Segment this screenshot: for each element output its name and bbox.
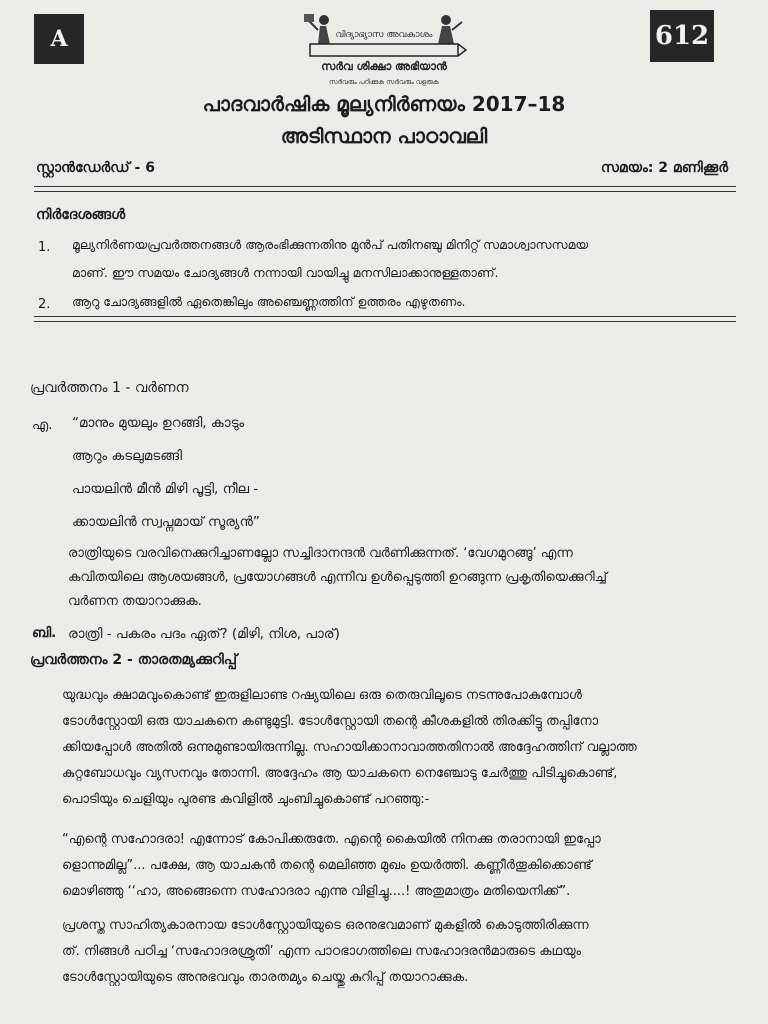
activity1-heading: പ്രവർത്തനം 1 - വർണന bbox=[30, 380, 189, 396]
instruction-number: 2. bbox=[38, 297, 51, 312]
body-line: ടോൾസ്റ്റോയി ഒരു യാചകനെ കണ്ടുമുട്ടി. ടോൾസ്റ്റോയി തന്റെ കീശകളിൽ തിരക്കിട്ടു തപ്പിനോ bbox=[62, 714, 599, 729]
standard-label: സ്റ്റാൻഡേർഡ് - 6 bbox=[36, 160, 155, 176]
instruction-item bbox=[72, 231, 742, 287]
logo-line1: വിദ്യാഭ്യാസ അവകാശം bbox=[335, 30, 433, 40]
instruction-number: 1. bbox=[38, 240, 51, 255]
poem-line: ക്കായലിൻ സ്വപ്നമായ് സൂര്യൻ” bbox=[72, 514, 260, 530]
subject-title: അടിസ്ഥാന പാഠാവലി bbox=[280, 124, 488, 148]
body-line: യുദ്ധവും ക്ഷാമവുംകൊണ്ട് ഇരുളിലാണ്ട റഷ്യയിലെ ഒരു തെരുവിലൂടെ നടന്നുപോകുമ്പോൾ bbox=[62, 688, 582, 703]
instructions-heading: നിർദേശങ്ങൾ bbox=[36, 207, 126, 223]
divider bbox=[34, 316, 736, 317]
poem-line: “മാനും മുയലും ഉറങ്ങി, കാടും bbox=[72, 415, 245, 431]
label-b: ബി. bbox=[32, 625, 57, 641]
instruction-line: മൂല്യനിർണയപ്രവർത്തനങ്ങൾ ആരംഭിക്കുന്നതിനു മുൻപ് പതിനഞ്ചു മിനിറ്റ് സമാശ്വാസസമയ bbox=[72, 237, 589, 252]
task-line: കവിതയിലെ ആശയങ്ങൾ, പ്രയോഗങ്ങൾ എന്നിവ ഉൾപ്പെടുത്തി ഉറങ്ങുന്ന പ്രകൃതിയെക്കുറിച്ച് bbox=[68, 570, 607, 585]
poem-line: ആറും കടലുമടങ്ങി bbox=[72, 448, 182, 464]
task-line: വർണന തയാറാക്കുക. bbox=[68, 594, 202, 609]
question-b: രാത്രി - പകരം പദം ഏത്? (മിഴി, നിശ, പാര്) bbox=[68, 626, 340, 642]
body-line: കുറ്റബോധവും വ്യസനവും തോന്നി. അദ്ദേഹം ആ യാചകനെ നെഞ്ചോടു ചേർത്തു പിടിച്ചുകൊണ്ട്, bbox=[62, 766, 618, 781]
set-label: A bbox=[34, 14, 84, 64]
exam-title: പാദവാർഷിക മൂല്യനിർണയം 2017–18 bbox=[202, 92, 566, 116]
instruction-item bbox=[72, 288, 742, 316]
ssa-logo bbox=[296, 10, 472, 90]
paper-code: 612 bbox=[650, 10, 714, 62]
label-a: എ. bbox=[32, 417, 53, 433]
body-line: പ്രശസ്ത സാഹിത്യകാരനായ ടോൾസ്റ്റോയിയുടെ ഒരനുഭവമാണ് മുകളിൽ കൊടുത്തിരിക്കുന്ന bbox=[62, 918, 589, 933]
divider bbox=[34, 191, 736, 192]
poem-line: പായലിൻ മീൻ മിഴി പൂട്ടി, നീല - bbox=[72, 481, 259, 497]
ssa-logo-icon bbox=[296, 10, 472, 90]
activity2-heading: പ്രവർത്തനം 2 - താരതമ്യക്കുറിപ്പ് bbox=[30, 652, 238, 668]
instruction-line: മാണ്. ഈ സമയം ചോദ്യങ്ങൾ നന്നായി വായിച്ചു മനസിലാക്കാനുള്ളതാണ്. bbox=[72, 265, 499, 280]
logo-line3: സർവരും പഠിക്കുക സർവരും വളരുക bbox=[329, 78, 439, 86]
body-line: ളൊന്നുമില്ല”... പക്ഷേ, ആ യാചകൻ തന്റെ മെലിഞ്ഞ മുഖം ഉയർത്തി. കണ്ണീർതൂകിക്കൊണ്ട് bbox=[62, 858, 592, 873]
divider bbox=[34, 186, 736, 187]
divider bbox=[34, 321, 736, 322]
body-line: ത്. നിങ്ങൾ പഠിച്ച ‘സഹോദരശ്രുതി’ എന്ന പാഠഭാഗത്തിലെ സഹോദരൻമാരുടെ കഥയും bbox=[62, 944, 582, 959]
logo-line2: സർവ ശിക്ഷാ അഭിയാൻ bbox=[321, 60, 447, 73]
instruction-line: ആറു ചോദ്യങ്ങളിൽ ഏതെങ്കിലും അഞ്ചെണ്ണത്തിന് ഉത്തരം എഴുതണം. bbox=[72, 294, 466, 309]
body-line: ടോൾസ്റ്റോയിയുടെ അനുഭവവും താരതമ്യം ചെയ്തു കുറിപ്പ് തയാറാക്കുക. bbox=[62, 970, 469, 985]
body-line: പൊടിയും ചെളിയും പുരണ്ട കവിളിൽ ചുംബിച്ചുകൊണ്ട് പറഞ്ഞു:- bbox=[62, 792, 430, 807]
body-line: മൊഴിഞ്ഞു ‘‘ഹാ, അങ്ങെന്നെ സഹോദരാ എന്നു വിളിച്ചു....! അതുമാത്രം മതിയെനിക്ക്”. bbox=[62, 884, 571, 899]
body-line: “എന്റെ സഹോദരാ! എന്നോട് കോപിക്കരുതേ. എന്റെ കൈയിൽ നിനക്കു തരാനായി ഇപ്പോ bbox=[62, 832, 601, 847]
task-line: രാത്രിയുടെ വരവിനെക്കുറിച്ചാണല്ലോ സച്ചിദാനന്ദൻ വർണിക്കുന്നത്. ‘വേഗമുറങ്ങൂ’ എന്ന bbox=[68, 546, 573, 561]
body-line: ക്കിയപ്പോൾ അതിൽ ഒന്നുമുണ്ടായിരുന്നില്ല. സഹായിക്കാനാവാത്തതിനാൽ അദ്ദേഹത്തിന് വല്ലാത്ത bbox=[62, 740, 637, 755]
time-label: സമയം: 2 മണിക്കൂർ bbox=[600, 160, 728, 176]
